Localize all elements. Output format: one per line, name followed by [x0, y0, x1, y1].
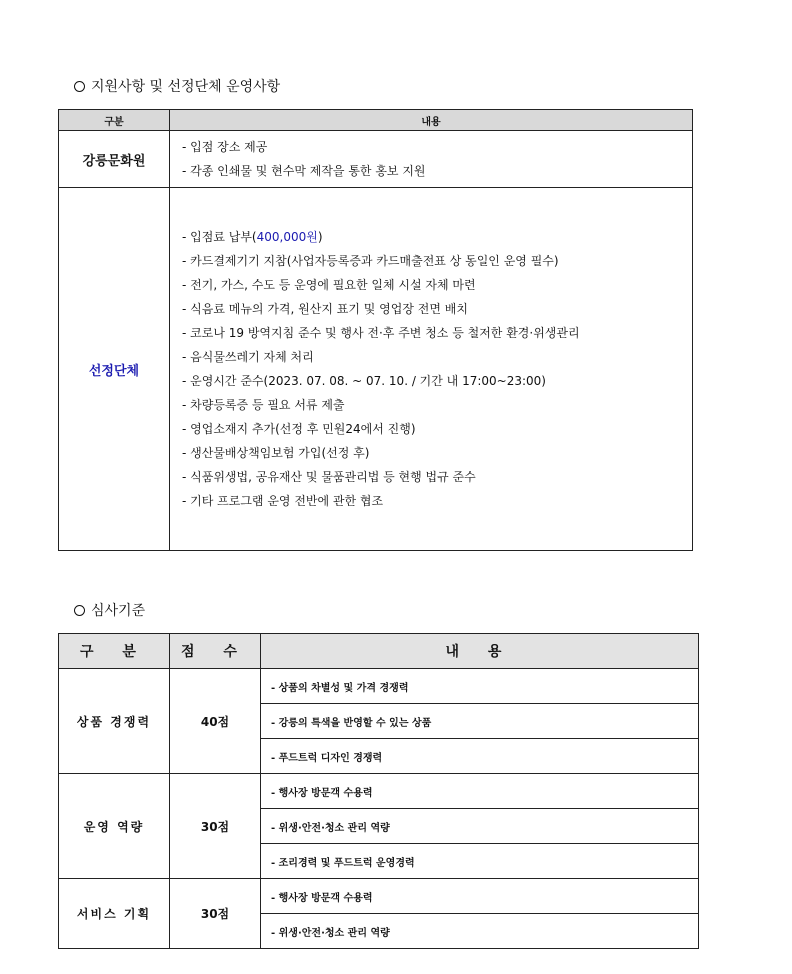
table-header-row	[59, 634, 699, 669]
list-item: - 음식물쓰레기 자체 처리	[182, 350, 314, 364]
list-item: - 영업소재지 추가(선정 후 민원24에서 진행)	[182, 422, 416, 436]
list-item: - 입점 장소 제공	[182, 140, 268, 154]
row-category: 상품 경쟁력	[59, 669, 170, 774]
fee-text: - 입점료 납부(	[182, 230, 257, 244]
row-score: 30점	[170, 774, 261, 879]
section-title-support	[74, 76, 280, 96]
list-item: - 식품위생법, 공유재산 및 물품관리법 등 현행 법규 준수	[182, 470, 476, 484]
circle-bullet-icon	[74, 605, 85, 616]
section-title-text: 심사기준	[91, 603, 146, 619]
row-category: 서비스 기획	[59, 879, 170, 949]
fee-close: )	[317, 230, 323, 244]
row-score: 30점	[170, 879, 261, 949]
header-content: 내 용	[261, 634, 699, 669]
criteria-item: - 행사장 방문객 수용력	[261, 879, 699, 914]
list-item: - 전기, 가스, 수도 등 운영에 필요한 일체 시설 자체 마련	[182, 278, 476, 292]
row-category: 선정단체	[59, 188, 170, 551]
header-category: 구 분	[59, 634, 170, 669]
list-item: - 식음료 메뉴의 가격, 원산지 표기 및 영업장 전면 배치	[182, 302, 468, 316]
criteria-item: - 행사장 방문객 수용력	[261, 774, 699, 809]
table-row	[59, 669, 699, 704]
row-content	[170, 188, 693, 551]
header-score: 점 수	[170, 634, 261, 669]
list-item: - 생산물배상책임보험 가입(선정 후)	[182, 446, 370, 460]
table-row	[59, 131, 693, 188]
criteria-item: - 조리경력 및 푸드트럭 운영경력	[261, 844, 699, 879]
list-item: - 기타 프로그램 운영 전반에 관한 협조	[182, 494, 384, 508]
section-title-text: 지원사항 및 선정단체 운영사항	[91, 79, 281, 95]
row-category: 운영 역량	[59, 774, 170, 879]
section-title-criteria	[74, 600, 145, 620]
table-row	[59, 188, 693, 551]
row-content	[170, 131, 693, 188]
list-item: - 카드결제기기 지참(사업자등록증과 카드매출전표 상 동일인 운영 필수)	[182, 254, 559, 268]
table-row	[59, 879, 699, 914]
list-item: - 각종 인쇄물 및 현수막 제작을 통한 홍보 지원	[182, 164, 426, 178]
circle-bullet-icon	[74, 81, 85, 92]
criteria-item: - 위생·안전·청소 관리 역량	[261, 809, 699, 844]
criteria-item: - 강릉의 특색을 반영할 수 있는 상품	[261, 704, 699, 739]
list-item: - 운영시간 준수(2023. 07. 08. ~ 07. 10. / 기간 내 17:00~23:00)	[182, 374, 546, 388]
fee-amount: 400,000원	[256, 230, 318, 244]
list-item	[182, 225, 692, 249]
row-score: 40점	[170, 669, 261, 774]
support-table	[58, 109, 693, 551]
criteria-table	[58, 633, 699, 949]
criteria-item: - 상품의 차별성 및 가격 경쟁력	[261, 669, 699, 704]
criteria-item: - 위생·안전·청소 관리 역량	[261, 914, 699, 949]
header-content: 내용	[170, 110, 693, 131]
table-header-row	[59, 110, 693, 131]
table-row	[59, 774, 699, 809]
row-category: 강릉문화원	[59, 131, 170, 188]
list-item: - 코로나 19 방역지침 준수 및 행사 전·후 주변 청소 등 철저한 환경·위생관리	[182, 326, 580, 340]
header-category: 구분	[59, 110, 170, 131]
list-item: - 차량등록증 등 필요 서류 제출	[182, 398, 345, 412]
criteria-item: - 푸드트럭 디자인 경쟁력	[261, 739, 699, 774]
